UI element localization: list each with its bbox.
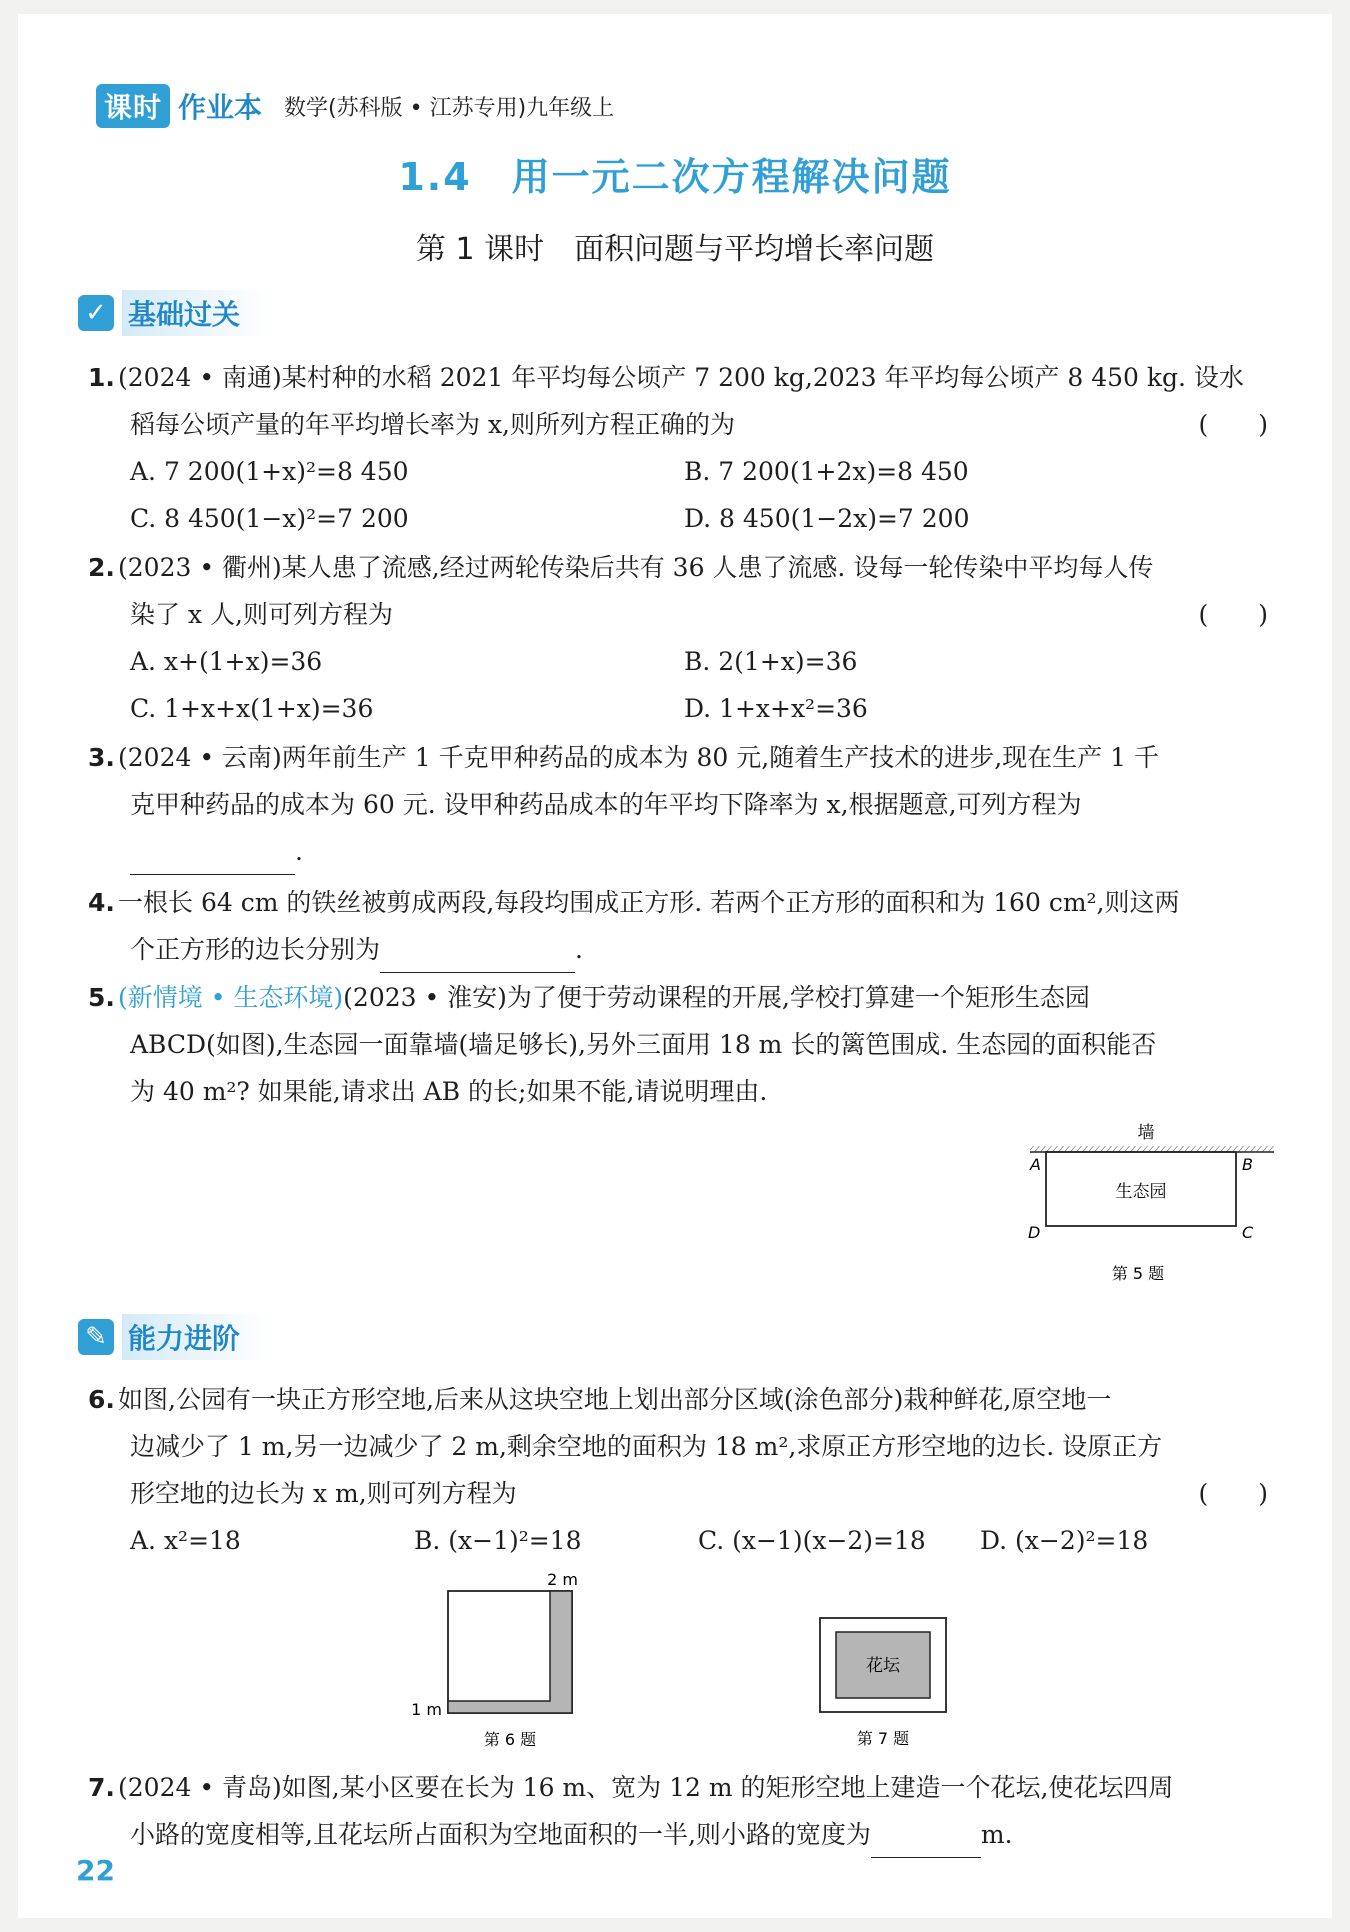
question-text: (2024 • 云南)两年前生产 1 千克甲种药品的成本为 80 元,随着生产技术的进步,现在生产 1 千 — [118, 743, 1159, 772]
question-number: 7. — [88, 1773, 115, 1802]
flower-bed-label: 花坛 — [866, 1656, 900, 1676]
answer-blank[interactable] — [380, 942, 575, 973]
unit-label: m. — [980, 1820, 1013, 1849]
question-5 — [88, 974, 1268, 1115]
answer-paren: ( ) — [1198, 600, 1268, 629]
context-tag: (新情境 • 生态环境) — [118, 983, 344, 1012]
section-advanced-title: 能力进阶 — [122, 1314, 270, 1360]
question-1 — [88, 354, 1268, 542]
chapter-title: 1.4 用一元二次方程解决问题 — [398, 155, 952, 199]
section-basic-title: 基础过关 — [122, 290, 270, 336]
question-text: 形空地的边长为 x m,则可列方程为 — [130, 1479, 517, 1508]
option-d: D. 8 450(1−2x)=7 200 — [684, 504, 970, 533]
answer-blank[interactable] — [871, 1827, 981, 1858]
answer-paren: ( ) — [1198, 1479, 1268, 1508]
wall-label: 墙 — [1137, 1123, 1155, 1143]
option-c: C. 1+x+x(1+x)=36 — [130, 694, 374, 723]
option-b: B. 7 200(1+2x)=8 450 — [684, 457, 969, 486]
question-text: (2023 • 淮安)为了便于劳动课程的开展,学校打算建一个矩形生态园 — [343, 983, 1090, 1012]
question-number: 5. — [88, 983, 115, 1012]
period: . — [575, 935, 583, 964]
question-text: (2024 • 南通)某村种的水稻 2021 年平均每公顷产 7 200 kg,2023 年平均每公顷产 8 450 kg. 设水 — [118, 363, 1244, 392]
answer-paren: ( ) — [1198, 410, 1268, 439]
vertex-d: D — [1028, 1223, 1041, 1242]
figure-5 — [1018, 1114, 1288, 1284]
figure-caption: 第 7 题 — [856, 1729, 910, 1748]
lesson-title: 第 1 课时 面积问题与平均增长率问题 — [415, 232, 935, 267]
shaded-region — [448, 1591, 572, 1713]
question-number: 6. — [88, 1385, 115, 1414]
header-brand — [96, 86, 614, 126]
subject-label: 数学(苏科版 • 江苏专用)九年级上 — [284, 95, 615, 121]
question-text: (2023 • 衢州)某人患了流感,经过两轮传染后共有 36 人患了流感. 设每一轮传染中平均每人传 — [118, 553, 1154, 582]
answer-blank[interactable] — [130, 844, 295, 875]
vertex-a: A — [1030, 1155, 1041, 1174]
question-number: 3. — [88, 743, 115, 772]
option-d: D. 1+x+x²=36 — [684, 694, 868, 723]
question-6 — [88, 1376, 1268, 1564]
question-text: 为 40 m²? 如果能,请求出 AB 的长;如果不能,请说明理由. — [130, 1077, 768, 1106]
option-c: C. 8 450(1−x)²=7 200 — [130, 504, 409, 533]
question-text: 稻每公顷产量的年平均增长率为 x,则所列方程正确的为 — [130, 410, 735, 439]
check-icon: ✓ — [78, 295, 114, 331]
figure-7 — [798, 1614, 968, 1764]
question-number: 4. — [88, 888, 115, 917]
label-2m: 2 m — [547, 1570, 578, 1589]
brand-logo: 课时 — [96, 84, 170, 128]
section-advanced — [78, 1314, 270, 1360]
page — [18, 14, 1332, 1918]
option-d: D. (x−2)²=18 — [980, 1526, 1149, 1555]
question-2 — [88, 544, 1268, 732]
pencil-icon: ✎ — [78, 1319, 114, 1355]
section-basic — [78, 290, 270, 336]
question-text: 小路的宽度相等,且花坛所占面积为空地面积的一半,则小路的宽度为 — [130, 1820, 871, 1849]
question-text: 边减少了 1 m,另一边减少了 2 m,剩余空地的面积为 18 m²,求原正方形空地的边长. 设原正方 — [130, 1432, 1163, 1461]
question-text: 个正方形的边长分别为 — [130, 935, 381, 964]
option-b: B. (x−1)²=18 — [414, 1526, 582, 1555]
figure-6 — [398, 1559, 598, 1759]
question-text: 一根长 64 cm 的铁丝被剪成两段,每段均围成正方形. 若两个正方形的面积和为 160 cm²,则这两 — [118, 888, 1180, 917]
figure-caption: 第 6 题 — [483, 1730, 537, 1749]
label-1m: 1 m — [411, 1700, 442, 1719]
vertex-c: C — [1242, 1223, 1254, 1242]
option-a: A. 7 200(1+x)²=8 450 — [130, 457, 409, 486]
option-c: C. (x−1)(x−2)=18 — [698, 1526, 926, 1555]
question-text: 如图,公园有一块正方形空地,后来从这块空地上划出部分区域(涂色部分)栽种鲜花,原空地一 — [118, 1385, 1112, 1414]
question-number: 2. — [88, 553, 115, 582]
question-3 — [88, 734, 1268, 875]
option-a: A. x²=18 — [130, 1526, 241, 1555]
wall-hatch — [1030, 1146, 1274, 1152]
option-b: B. 2(1+x)=36 — [684, 647, 858, 676]
question-4 — [88, 879, 1268, 973]
option-a: A. x+(1+x)=36 — [130, 647, 323, 676]
brand-name: 作业本 — [178, 91, 263, 124]
question-7 — [88, 1764, 1268, 1858]
question-text: 克甲种药品的成本为 60 元. 设甲种药品成本的年平均下降率为 x,根据题意,可列方程为 — [130, 790, 1082, 819]
page-number: 22 — [76, 1854, 115, 1887]
question-text: ABCD(如图),生态园一面靠墙(墙足够长),另外三面用 18 m 长的篱笆围成. 生态园的面积能否 — [130, 1030, 1157, 1059]
garden-label: 生态园 — [1115, 1182, 1167, 1202]
question-text: (2024 • 青岛)如图,某小区要在长为 16 m、宽为 12 m 的矩形空地上建造一个花坛,使花坛四周 — [118, 1773, 1174, 1802]
period: . — [295, 837, 303, 866]
figure-caption: 第 5 题 — [1111, 1264, 1165, 1283]
vertex-b: B — [1242, 1155, 1253, 1174]
question-text: 染了 x 人,则可列方程为 — [130, 600, 393, 629]
question-number: 1. — [88, 363, 115, 392]
